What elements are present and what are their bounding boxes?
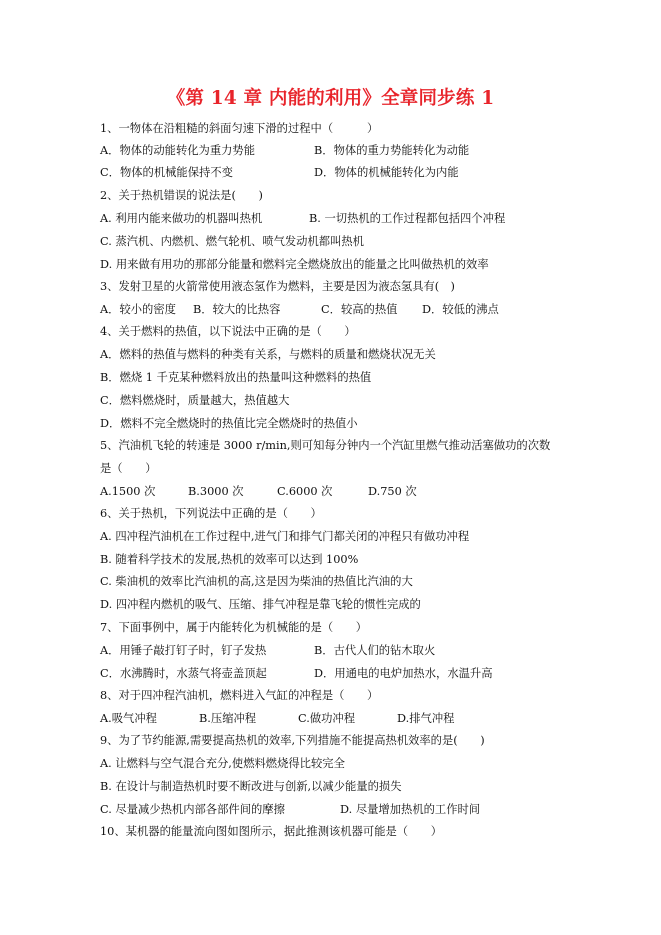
question-7-stem: 7、下面事例中，属于内能转化为机械能的是（ ） bbox=[100, 621, 368, 634]
question-6-option-c: C. 柴油机的效率比汽油机的高,这是因为柴油的热值比汽油的大 bbox=[100, 575, 413, 588]
question-3-option-b: B．较大的比热容 bbox=[193, 303, 281, 316]
question-3-option-d: D．较低的沸点 bbox=[422, 303, 499, 316]
question-2-stem: 2、关于热机错误的说法是( ) bbox=[100, 189, 263, 202]
question-2-option-b: B. 一切热机的工作过程都包括四个冲程 bbox=[309, 212, 506, 225]
question-6-option-a: A. 四冲程汽油机在工作过程中,进气门和排气门都关闭的冲程只有做功冲程 bbox=[100, 530, 470, 543]
question-7-option-a: A．用锤子敲打钉子时，钉子发热 bbox=[100, 644, 267, 657]
question-2-option-d: D. 用来做有用功的那部分能量和燃料完全燃烧放出的能量之比叫做热机的效率 bbox=[100, 258, 489, 271]
question-1-option-d: D．物体的机械能转化为内能 bbox=[314, 166, 459, 179]
question-4-option-b: B．燃烧 1 千克某种燃料放出的热量叫这种燃料的热值 bbox=[100, 371, 372, 384]
question-9-option-d: D. 尽量增加热机的工作时间 bbox=[340, 803, 481, 816]
question-4-option-c: C．燃料燃烧时，质量越大，热值越大 bbox=[100, 394, 290, 407]
question-7-option-b: B．古代人们的钻木取火 bbox=[314, 644, 436, 657]
question-4-option-d: D．燃料不完全燃烧时的热值比完全燃烧时的热值小 bbox=[100, 417, 358, 430]
question-5-option-b: B.3000 次 bbox=[188, 485, 244, 498]
question-1-stem: 1、一物体在沿粗糙的斜面匀速下滑的过程中（ ） bbox=[100, 122, 379, 135]
question-6-stem: 6、关于热机，下列说法中正确的是（ ） bbox=[100, 507, 322, 520]
question-4-option-a: A．燃料的热值与燃料的种类有关系，与燃料的质量和燃烧状况无关 bbox=[100, 348, 436, 361]
question-5-stem: 5、汽油机飞轮的转速是 3000 r/min,则可知每分钟内一个汽缸里燃气推动活塞做功的次数 bbox=[100, 439, 551, 452]
question-4-stem: 4、关于燃料的热值，以下说法中正确的是（ ） bbox=[100, 325, 356, 338]
question-3-option-c: C．较高的热值 bbox=[321, 303, 398, 316]
document-title: 《第 14 章 内能的利用》全章同步练 1 bbox=[166, 88, 495, 109]
question-1-option-c: C．物体的机械能保持不变 bbox=[100, 166, 233, 179]
question-7-option-d: D．用通电的电炉加热水，水温升高 bbox=[314, 667, 493, 680]
question-2-option-a: A. 利用内能来做功的机器叫热机 bbox=[100, 212, 263, 225]
question-7-option-c: C．水沸腾时，水蒸气将壶盖顶起 bbox=[100, 667, 267, 680]
question-3-option-a: A．较小的密度 bbox=[100, 303, 176, 316]
question-8-option-b: B.压缩冲程 bbox=[199, 712, 257, 725]
question-6-option-d: D. 四冲程内燃机的吸气、压缩、排气冲程是靠飞轮的惯性完成的 bbox=[100, 598, 421, 611]
question-8-option-c: C.做功冲程 bbox=[298, 712, 356, 725]
question-8-option-d: D.排气冲程 bbox=[397, 712, 455, 725]
question-9-option-c: C. 尽量减少热机内部各部件间的摩擦 bbox=[100, 803, 285, 816]
question-8-stem: 8、对于四冲程汽油机，燃料进入气缸的冲程是（ ） bbox=[100, 689, 379, 702]
question-3-stem: 3、发射卫星的火箭常使用液态氢作为燃料，主要是因为液态氢具有( ) bbox=[100, 280, 455, 293]
question-5-option-a: A.1500 次 bbox=[100, 485, 156, 498]
question-6-option-b: B. 随着科学技术的发展,热机的效率可以达到 100% bbox=[100, 553, 359, 566]
question-9-stem: 9、为了节约能源,需要提高热机的效率,下列措施不能提高热机效率的是( ) bbox=[100, 734, 485, 747]
question-2-option-c: C. 蒸汽机、内燃机、燃气轮机、喷气发动机都叫热机 bbox=[100, 235, 364, 248]
question-1-option-b: B．物体的重力势能转化为动能 bbox=[314, 144, 470, 157]
question-9-option-a: A. 让燃料与空气混合充分,使燃料燃烧得比较完全 bbox=[100, 757, 345, 770]
question-5-stem-continued: 是（ ） bbox=[100, 462, 157, 475]
question-10-stem: 10、某机器的能量流向图如图所示，据此推测该机器可能是（ ） bbox=[100, 825, 442, 838]
question-9-option-b: B. 在设计与制造热机时要不断改进与创新,以减少能量的损失 bbox=[100, 780, 402, 793]
question-5-option-c: C.6000 次 bbox=[277, 485, 333, 498]
question-1-option-a: A．物体的动能转化为重力势能 bbox=[100, 144, 256, 157]
question-5-option-d: D.750 次 bbox=[368, 485, 417, 498]
question-8-option-a: A.吸气冲程 bbox=[100, 712, 157, 725]
